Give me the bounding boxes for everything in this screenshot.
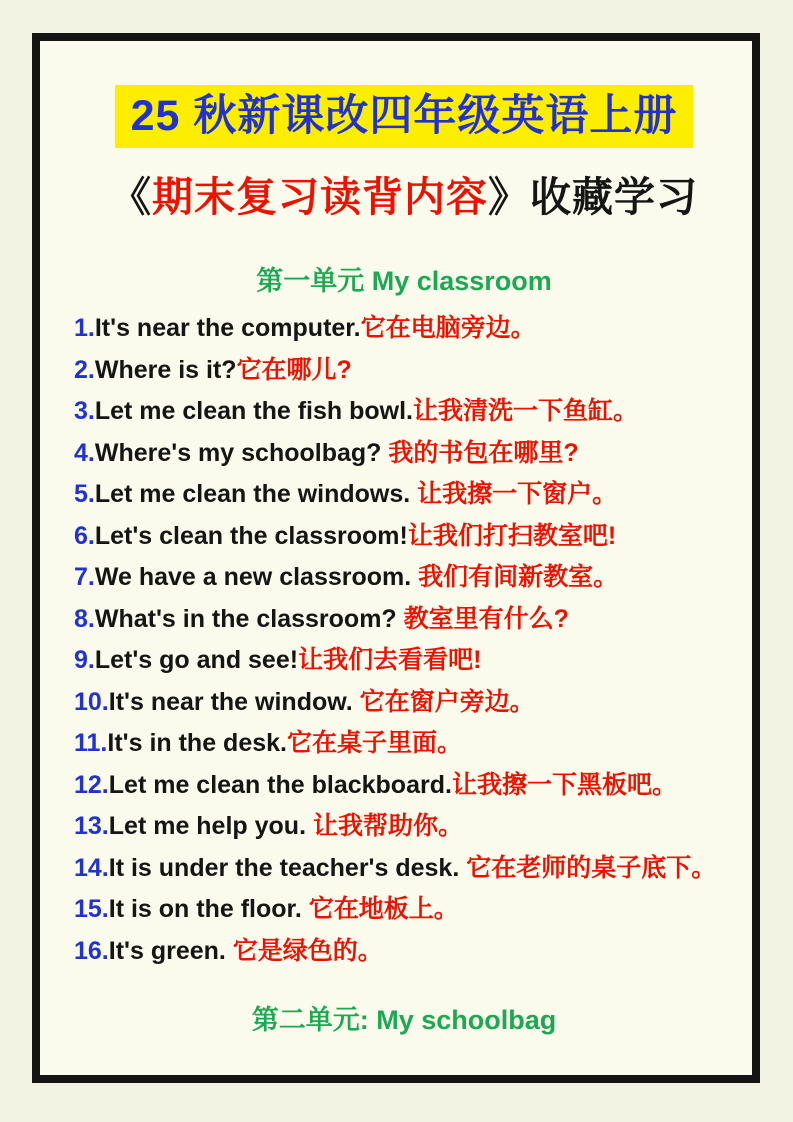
sentence-number: 11. [74,729,108,758]
sentence-row [74,765,734,807]
sentence-row [74,557,734,599]
sentence-english: It is under the teacher's desk. [108,853,460,882]
sentence-chinese: 让我清洗一下鱼缸。 [412,397,638,426]
subtitle-highlight: 期末复习读背内容 [152,174,488,221]
sentence-row [74,599,734,641]
sentence-number: 7. [74,563,95,592]
sentence-chinese: 让我们去看看吧! [298,646,482,675]
sentence-english: We have a new classroom. [94,563,412,592]
sentence-row [74,931,734,973]
subtitle-suffix: 收藏学习 [530,174,698,221]
sentence-chinese: 它在地板上。 [301,895,459,924]
sentence-english: It's green. [108,936,226,965]
sentence-chinese: 它在哪儿? [236,355,352,384]
sentence-number: 15. [74,895,109,924]
section1-heading: 第一单元 My classroom [256,266,552,297]
sentence-chinese: 它在老师的桌子底下。 [459,853,717,882]
sentence-english: Let me clean the blackboard. [108,770,452,799]
sentence-english: Let me clean the fish bowl. [94,397,413,426]
sentence-row [74,848,734,890]
sentence-row [74,391,734,433]
sentence-number: 16. [74,936,109,965]
sentence-english: It's near the window. [108,687,353,716]
banner-title: 25 秋新课改四年级英语上册 [115,85,694,148]
sentence-row [74,889,734,931]
sentence-chinese: 让我帮助你。 [306,812,463,841]
sentence-english: What's in the classroom? [94,604,397,633]
sentence-chinese: 我的书包在哪里? [381,438,579,467]
sentence-chinese: 让我擦一下窗户。 [410,480,618,509]
sentence-chinese: 教室里有什么? [396,604,569,633]
page-frame [32,33,760,1083]
sentence-chinese: 我们有间新教室。 [411,563,619,592]
sentence-number: 13. [74,812,109,841]
page-content [40,41,752,1037]
sentence-english: It is on the floor. [108,895,302,924]
sentence-number: 14. [74,853,109,882]
sentence-english: It's near the computer. [94,314,361,343]
sentence-english: Let's go and see! [94,646,299,675]
sentence-number: 4. [74,438,95,467]
sentence-chinese: 让我擦一下黑板吧。 [451,770,677,799]
sentence-number: 9. [74,646,95,675]
sentence-number: 1. [74,314,95,343]
sentence-english: Where's my schoolbag? [94,438,382,467]
sentence-number: 8. [74,604,95,633]
sentence-row [74,723,734,765]
sentence-number: 10. [74,687,109,716]
sentence-english: Let's clean the classroom! [94,521,408,550]
sentence-english: Where is it? [94,355,237,384]
sentence-chinese: 它在电脑旁边。 [360,314,536,343]
sentence-row [74,640,734,682]
sentence-number: 2. [74,355,95,384]
sentence-number: 5. [74,480,95,509]
sentence-english: It's in the desk. [107,729,287,758]
sentence-chinese: 它在窗户旁边。 [352,687,535,716]
sentence-row [74,350,734,392]
sentence-number: 3. [74,397,95,426]
sentence-row [74,806,734,848]
sentence-row [74,516,734,558]
sentence-row [74,474,734,516]
sentence-number: 6. [74,521,95,550]
sentence-row [74,433,734,475]
sentence-chinese: 让我们打扫教室吧! [407,521,617,550]
section2-heading: 第二单元: My schoolbag [251,1005,557,1036]
subtitle [74,164,734,223]
sentence-chinese: 它是绿色的。 [225,936,383,965]
sentence-english: Let me clean the windows. [94,480,411,509]
sentence-row [74,682,734,724]
sentence-list [74,308,734,972]
sentence-english: Let me help you. [108,812,307,841]
subtitle-bracket-open: 《 [110,174,152,221]
banner-title-wrap [74,85,734,148]
subtitle-bracket-close: 》 [488,174,530,221]
sentence-row [74,308,734,350]
sentence-chinese: 它在桌子里面。 [286,729,462,758]
sentence-number: 12. [74,770,109,799]
